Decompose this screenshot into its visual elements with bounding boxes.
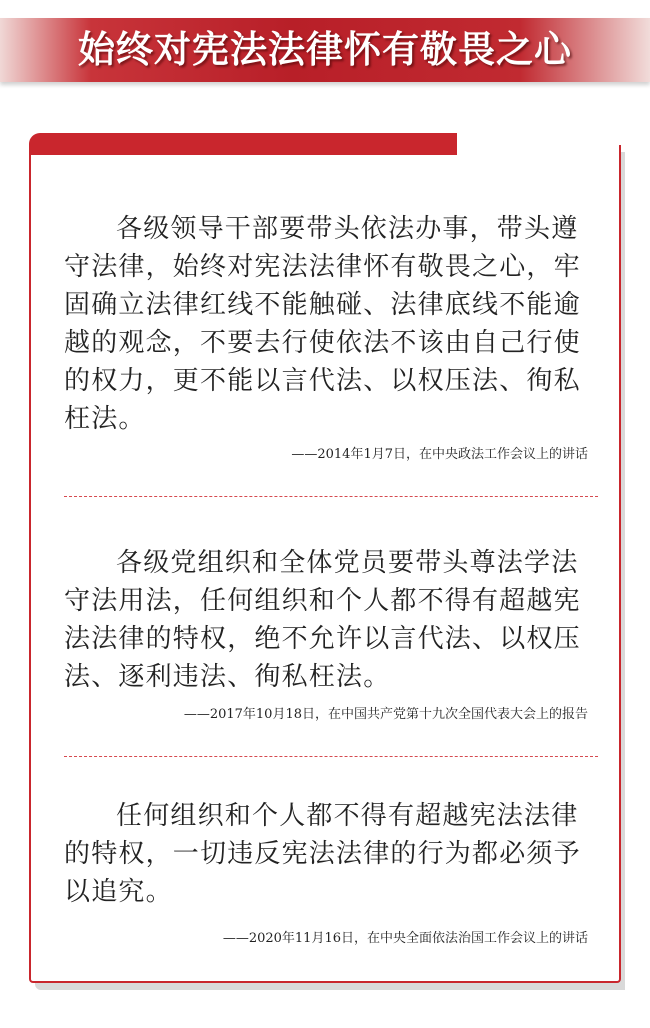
quote-text-2: 各级党组织和全体党员要带头尊法学法守法用法，任何组织和个人都不得有超越宪法法律的特权，绝不允许以言代法、以权压法、逐利违法、徇私枉法。: [64, 548, 581, 692]
card-tab: [29, 133, 457, 155]
page-title: 始终对宪法法律怀有敬畏之心: [78, 28, 572, 71]
quote-source-1: ——2014年1月7日，在中央政法工作会议上的讲话: [291, 447, 588, 462]
divider-2: [64, 756, 598, 757]
divider-1: [64, 496, 598, 497]
title-banner: [0, 18, 650, 82]
quote-text-1: 各级领导干部要带头依法办事，带头遵守法律，始终对宪法法律怀有敬畏之心，牢固确立法律红线不能触碰、法律底线不能逾越的观念，不要去行使依法不该由自己行使的权力，更不能以言代法、以权压法、徇私枉法。: [64, 214, 581, 434]
quote-source-3: ——2020年11月16日，在中央全面依法治国工作会议上的讲话: [222, 931, 588, 946]
quote-text-3: 任何组织和个人都不得有超越宪法法律的特权，一切违反宪法法律的行为都必须予以追究。: [64, 801, 581, 907]
quote-source-2: ——2017年10月18日，在中国共产党第十九次全国代表大会上的报告: [183, 707, 588, 722]
